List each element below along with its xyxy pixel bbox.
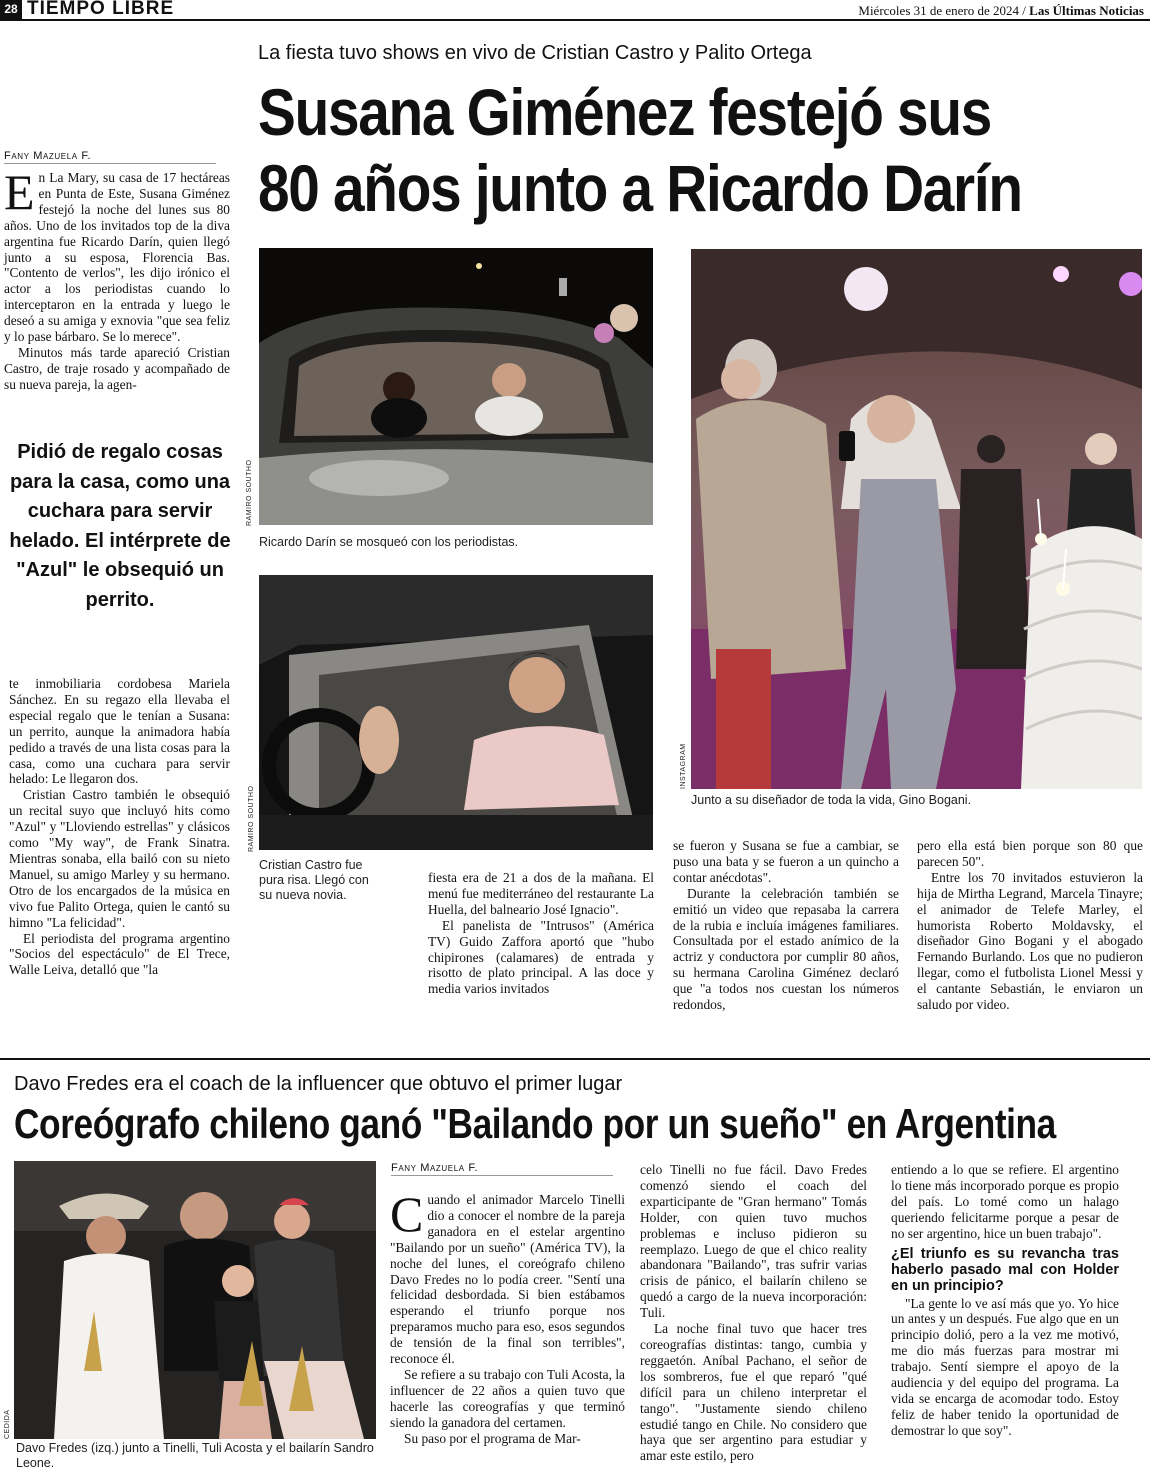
story1-paragraph: pero ella está bien porque son 80 que parecen 50". (917, 838, 1143, 869)
story2-paragraph: uando el animador Marcelo Tinelli dio a conocer el nombre de la pareja ganadora en el estelar argentino "Bailando por un sueño" (América TV), la noche del lunes, el coreógrafo chileno Davo Fredes no lo podía creer. "Sentí una felicidad desbordada. Si bien estábamos esperando el triunfo porque nos preparamos mucho para eso, esos segundos de tensión de la final son terribles", reconoce él. (390, 1192, 625, 1367)
story2-dropcap: C (390, 1186, 424, 1242)
story1-column4 (917, 838, 1143, 1013)
story2-paragraph: Su paso por el programa de Mar- (404, 1430, 581, 1446)
story2-column3 (891, 1162, 1119, 1439)
photo-credit: RAMIRO SOUTHO (246, 459, 253, 526)
story1-dropcap: E (4, 164, 35, 220)
photo-caption: Davo Fredes (izq.) junto a Tinelli, Tuli Acosta y el bailarín Sandro Leone. (16, 1441, 374, 1470)
story1-paragraph: Entre los 70 invitados estuvieron la hija de Mirtha Legrand, Marcela Tinayre; el animador de Telefe Marley, el humorista Roberto Moldavsky, el diseñador Gino Bogani y el abogado Fernando Burlando. Los que no pudieron llegar, como el futbolista Lionel Messi y el cantante Sebastián, le enviaron un saludo por video. (917, 869, 1143, 1013)
photo-credit: RAMIRO SOUTHO (248, 785, 255, 852)
photo-credit: CEDIDA (4, 1409, 11, 1439)
photo-credit: INSTAGRAM (680, 743, 687, 789)
story1-paragraph: te inmobiliaria cordobesa Mariela Sánchez. En su regazo ella llevaba el especial regalo que le tenían a Susana: un perrito, aunque la animadora había pedido a través de una lista cosas para la casa, como una cuchara para servir helado: Le llegaron dos. (9, 676, 230, 787)
interview-question: ¿El triunfo es su revancha tras haberlo pasado mal con Holder en un principio? (891, 1245, 1119, 1294)
story2-kicker: Davo Fredes era el coach de la influencer que obtuvo el primer lugar (14, 1073, 623, 1095)
story1-paragraph: El periodista del programa argentino "Socios del espectáculo" de El Trece, Walle Leiva, detalló que "la (9, 930, 230, 978)
story1-kicker: La fiesta tuvo shows en vivo de Cristian Castro y Palito Ortega (258, 42, 812, 64)
photo-caption: Ricardo Darín se mosqueó con los periodistas. (259, 535, 519, 549)
photo-darin-car (259, 248, 653, 525)
section-divider (0, 1058, 1150, 1060)
story2-paragraph: celo Tinelli no fue fácil. Davo Fredes comenzó siendo el coach del exparticipante de "Gran hermano" Tomás Holder, con quien tuvo muchos problemas e incluso pidieron su reemplazo. Luego de que el chico reality abandonara "Bailando", tras sufrir varias crisis de pánico, el bailarín chileno se quedó a cargo de la nueva incorporación: Tuli. (640, 1162, 867, 1321)
story1-headline-line2: 80 años junto a Ricardo Darín (258, 151, 1022, 225)
story2-paragraph: La noche final tuvo que hacer tres coreografías distintas: tango, cumbia y reggaetón. Aníbal Pachano, el señor de los sombreros, fue el que reparó "qué difícil para un chileno interpretar el tango". "Justamente siendo chileno estudié tango en Chile. No considero que haya que ser argentino para estudiar y amar este estilo, pero (640, 1321, 867, 1464)
photo-caption: Cristian Castro fue pura risa. Llegó con su nueva novia. (259, 858, 369, 902)
dateline-separator: / (1022, 3, 1026, 18)
story1-paragraph: n La Mary, su casa de 17 hectáreas en Punta de Este, Susana Giménez festejó la noche del lunes sus 80 años. Uno de los invitados top de la diva argentina fue Ricardo Darín, quien llegó junto a su esposa, Florencia Bas. "Contento de verlos", les dijo irónico el actor a los periodistas cuando lo interceptaron en la entrada y luego le deseó a su amiga y exnovia "que sea feliz y lo pase bárbaro. Se lo merece". (4, 170, 230, 345)
story2-paragraph: "La gente lo ve así más que yo. Yo hice un antes y un después. Fue algo que en un principio dolió, pero a la vez me motivó, me dio más fuerzas para mostrar mi trabajo. Sentí siempre el apoyo de la audiencia y del equipo del programa. La vida se encarga de acomodar todo. Estoy feliz de haber tenido la oportunidad de demostrar lo que soy". (891, 1295, 1119, 1438)
story1-paragraph: Durante la celebración también se emitió un video que repasaba la carrera de la rubia e incluía imágenes familiares. Consultada por el estado anímico de la actriz y conductora por cumplir 80 años, su hermana Carolina Giménez declaró que "a todos nos cuestan los números redondos, (673, 885, 899, 1013)
story1-paragraph: Minutos más tarde apareció Cristian Castro, de traje rosado y acompañado de su nueva pareja, la agen- (4, 344, 230, 392)
header-rule (0, 19, 1150, 21)
publication-name: Las Últimas Noticias (1029, 3, 1144, 18)
dateline (858, 3, 1144, 19)
byline-rule (4, 163, 216, 164)
story1-paragraph: fiesta era de 21 a dos de la mañana. El menú fue mediterráneo del restaurante La Huella, del balneario José Ignacio". (428, 870, 654, 917)
issue-date: Miércoles 31 de enero de 2024 (858, 3, 1020, 18)
story1-column1-top (4, 164, 230, 393)
story1-column2 (428, 870, 654, 997)
story1-paragraph: se fueron y Susana se fue a cambiar, se puso una bata y se fueron a un quincho a contar anécdotas". (673, 838, 899, 885)
story2-column2 (640, 1162, 867, 1464)
story1-headline (258, 74, 1022, 226)
page-number: 28 (0, 0, 22, 19)
story2-paragraph: entiendo a lo que se refiere. El argentino lo tiene más incorporado porque es propio del país. Lo tomé como un halago queriendo felicitarme porque a pesar de no ser argentino, hice un buen trabajo". (891, 1162, 1119, 1241)
story1-column3 (673, 838, 899, 1013)
story1-paragraph: El panelista de "Intrusos" (América TV) Guido Zaffora aportó que "hubo chipirones (calamares) de entrada y risotto de plato principal. A las doce y media varios invitados (428, 917, 654, 997)
byline-rule (391, 1175, 613, 1176)
story1-paragraph: Cristian Castro también le obsequió un recital suyo que incluyó hits como "Azul" y "Lloviendo estrellas" y clásicos como "My way", de Frank Sinatra. Mientras sonaba, ella bailó con su nieto Manuel, su amigo Marley y su hermano. Otro de los encargados de la música en vivo fue Palito Ortega, quien le cantó su himno "La felicidad". (9, 787, 230, 930)
photo-party (691, 249, 1142, 789)
story2-paragraph: Se refiere a su trabajo con Tuli Acosta, la influencer de 22 años a quien tuvo que hacerle las coreografías y que terminó siendo la ganadora del certamen. (390, 1366, 625, 1430)
story1-column1-bottom (9, 676, 230, 978)
photo-castro-car (259, 575, 653, 850)
photo-bailando-winners (14, 1161, 376, 1439)
story1-byline: Fany Mazuela F. (4, 150, 92, 162)
story2-headline: Coreógrafo chileno ganó "Bailando por un sueño" en Argentina (14, 1100, 1056, 1147)
story2-byline: Fany Mazuela F. (391, 1162, 479, 1174)
photo-caption: Junto a su diseñador de toda la vida, Gino Bogani. (691, 793, 972, 807)
section-title: TIEMPO LIBRE (27, 0, 175, 19)
story2-column1 (390, 1186, 625, 1447)
pull-quote: Pidió de regalo cosas para la casa, como una cuchara para servir helado. El intérprete de "Azul" le obsequió un perrito. (9, 441, 231, 611)
story1-headline-line1: Susana Giménez festejó sus (258, 75, 992, 149)
